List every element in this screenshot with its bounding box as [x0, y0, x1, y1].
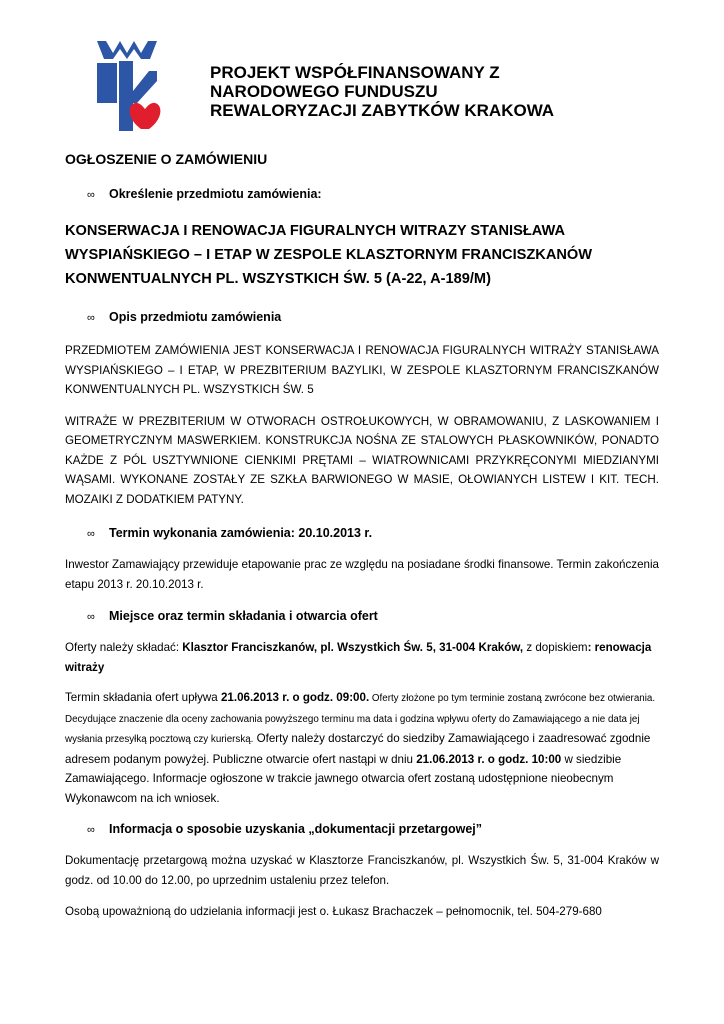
subject-title: KONSERWACJA I RENOWACJA FIGURALNYCH WITRAZY STANISŁAWA WYSPIAŃSKIEGO – I ETAP W ZESPOLE KLASZTORNYM FRANCISZKANÓW KONWENTUALNYCH PL. WSZYSTKICH ŚW. 5 (A-22, A-189/M)	[65, 223, 593, 287]
place-paragraph: Oferty należy składać: Klasztor Franciszkanów, pl. Wszystkich Św. 5, 31-004 Kraków, z dopiskiem: renowacja witraży	[65, 641, 652, 674]
project-title-line: PROJEKT WSPÓŁFINANSOWANY Z	[210, 63, 500, 82]
description-label: ∞ Opis przedmiotu zamówienia	[65, 309, 659, 326]
offers-paragraph: Termin składania ofert upływa 21.06.2013 r. o godz. 09:00. Oferty złożone po tym terminie zostaną zwrócone bez otwierania. Decydujące znaczenie dla oceny zachowania powyższego terminu ma data i godzina wpływu oferty do Zamawiającego a nie data jej wysłania przesyłką pocztową czy kurierską. Oferty należy dostarczyć do siedziby Zamawiającego i zaadresować zgodnie adresem podanym powyżej. Publiczne otwarcie ofert nastąpi w dniu 21.06.2013 r. o godz. 10:00 w siedzibie Zamawiającego. Informacje ogłoszone w trakcie jawnego otwarcia ofert zostaną udostępnione nieobecnym Wykonawcom na ich wniosek.	[65, 691, 656, 805]
infinity-bullet-icon: ∞	[87, 312, 95, 324]
contact-paragraph: Osobą upoważnioną do udzielania informacji jest o. Łukasz Brachaczek – pełnomocnik, tel. 504-279-680	[65, 905, 602, 918]
project-title-line: NARODOWEGO FUNDUSZU	[210, 82, 438, 101]
document-body	[65, 150, 659, 922]
docs-paragraph: Dokumentację przetargową można uzyskać w Klasztorze Franciszkanów, pl. Wszystkich Św. 5, 31-004 Kraków w godz. od 10.00 do 12.00, po uprzednim ustaleniu przez telefon.	[65, 854, 659, 887]
project-title	[210, 63, 554, 120]
skfk-logo-icon	[97, 41, 165, 131]
description-paragraph: WITRAŻE W PREZBITERIUM W OTWORACH OSTROŁUKOWYCH, W OBRAMOWANIU, Z LASKOWANIEM I GEOMETRYCZNYM MASWERKIEM. KONSTRUKCJA NOŚNA ZE STALOWYCH PŁASKOWNIKÓW, PONADTO KAŻDE Z PÓL USZTYWNIONE CIENKIMI PRĘTAMI – WIATROWNICAMI PRZYKRĘCONYMI MIEDZIANYMI WĄSAMI. WYKONANE ZOSTAŁY ZE SZKŁA BARWIONEGO W MASIE, OŁOWIANYCH LISTEW I KIT. TECH. MOZAIKI Z DODATKIEM PATYNY.	[65, 414, 659, 506]
docs-label: ∞ Informacja o sposobie uzyskania „dokumentacji przetargowej”	[65, 821, 659, 838]
announcement-title: OGŁOSZENIE O ZAMÓWIENIU	[65, 151, 268, 167]
project-title-line: REWALORYZACJI ZABYTKÓW KRAKOWA	[210, 101, 555, 120]
subject-label: ∞ Określenie przedmiotu zamówienia:	[65, 186, 659, 203]
description-paragraph: PRZEDMIOTEM ZAMÓWIENIA JEST KONSERWACJA I RENOWACJA FIGURALNYCH WITRAŻY STANISŁAWA WYSPIAŃSKIEGO – I ETAP, W PREZBITERIUM BAZYLIKI, W ZESPOLE KLASZTORNYM FRANCISZKANÓW KONWENTUALNYCH PL. WSZYSTKICH ŚW. 5	[65, 344, 659, 396]
infinity-bullet-icon: ∞	[87, 528, 95, 540]
infinity-bullet-icon: ∞	[87, 611, 95, 623]
infinity-bullet-icon: ∞	[87, 824, 95, 836]
deadline-label: ∞ Termin wykonania zamówienia: 20.10.2013 r.	[65, 525, 659, 542]
deadline-paragraph: Inwestor Zamawiający przewiduje etapowanie prac ze względu na posiadane środki finansowe. Termin zakończenia etapu 2013 r. 20.10.2013 r.	[65, 558, 659, 591]
place-label: ∞ Miejsce oraz termin składania i otwarcia ofert	[65, 608, 659, 625]
infinity-bullet-icon: ∞	[87, 189, 95, 201]
